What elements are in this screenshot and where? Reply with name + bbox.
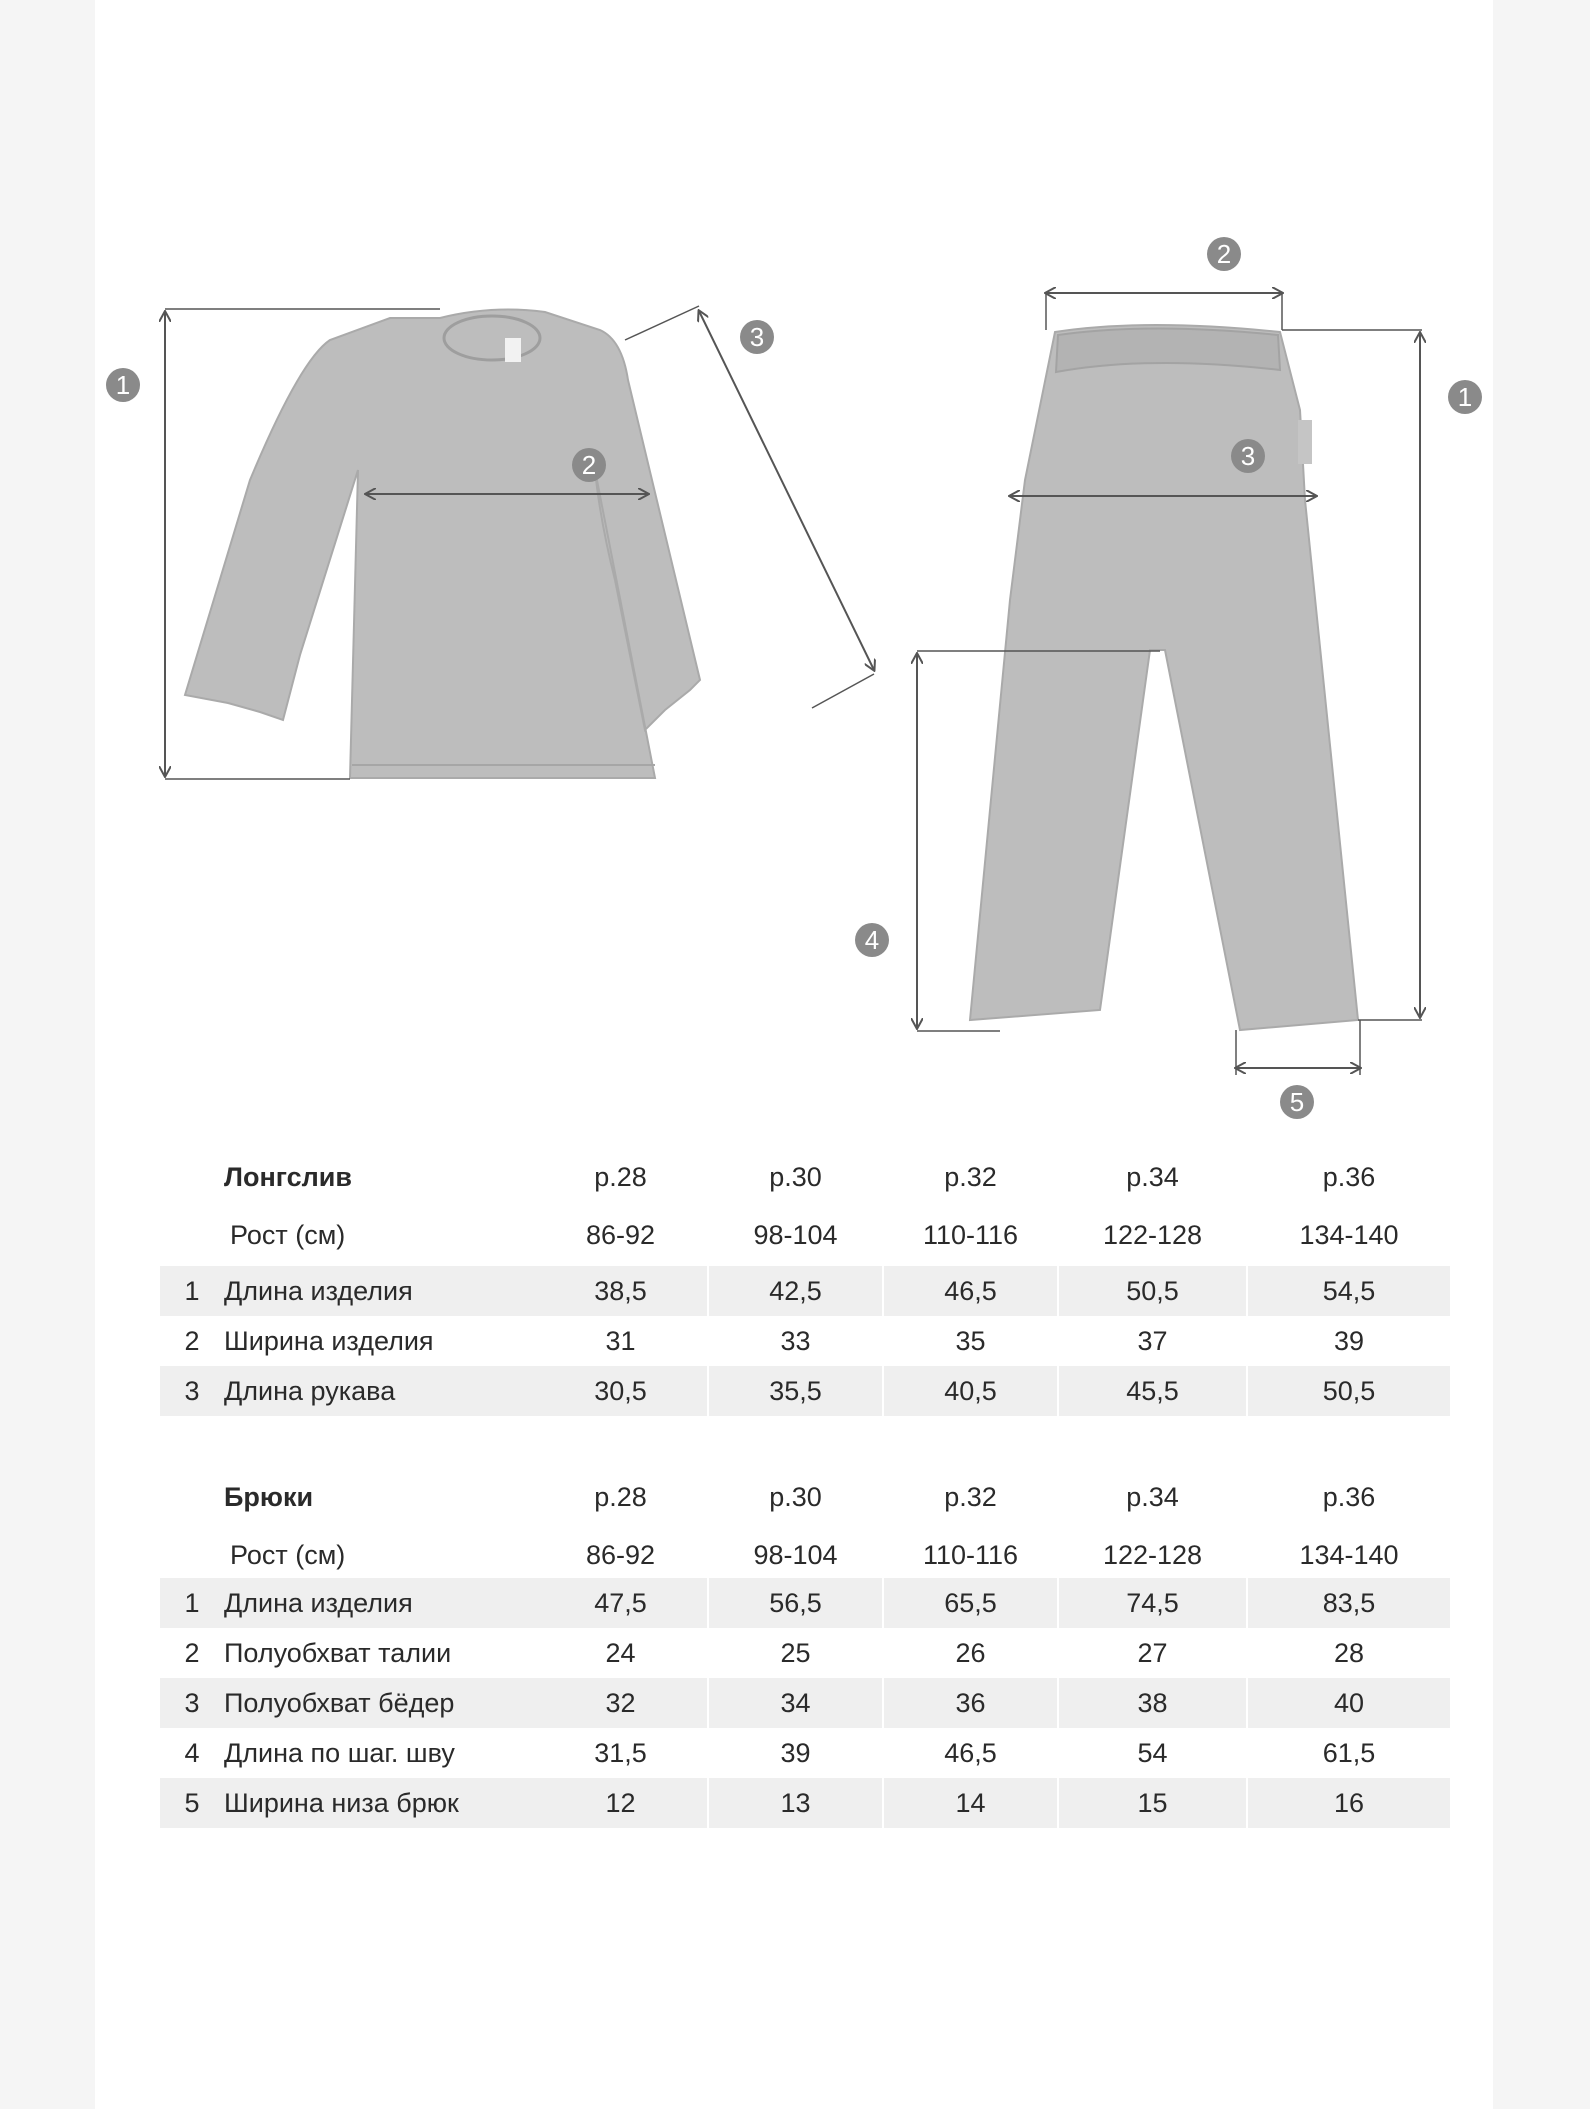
badge-label: 3 (1240, 441, 1256, 471)
row-value: 13 (709, 1778, 882, 1828)
row-value: 46,5 (944, 1738, 997, 1768)
row-value: 61,5 (1322, 1738, 1376, 1768)
row-label: Ширина изделия (224, 1326, 434, 1356)
size-header: р.32 (944, 1482, 997, 1512)
row-label: Длина по шаг. шву (224, 1738, 455, 1768)
height-label: Рост (см) (230, 1540, 346, 1570)
row-value: 38 (1059, 1678, 1246, 1728)
row-value: 40 (1248, 1678, 1450, 1728)
table-row (160, 1778, 1450, 1828)
row-value: 45,5 (1059, 1366, 1246, 1416)
row-value: 47,5 (534, 1578, 707, 1628)
height-row (160, 1530, 1450, 1580)
row-number: 4 (184, 1738, 200, 1768)
badge-pants-inseam (855, 923, 889, 957)
row-number: 3 (160, 1678, 224, 1728)
badge-label: 1 (1457, 382, 1473, 412)
height-label: Рост (см) (230, 1220, 346, 1250)
table-row (160, 1628, 1450, 1678)
table-row (160, 1678, 1450, 1728)
row-value: 33 (780, 1326, 811, 1356)
row-label: Ширина низа брюк (224, 1778, 534, 1828)
height-value: 98-104 (753, 1220, 838, 1250)
row-value: 14 (884, 1778, 1057, 1828)
row-value: 50,5 (1248, 1366, 1450, 1416)
badge-pants-waist (1207, 237, 1241, 271)
size-header: р.36 (1322, 1482, 1376, 1512)
longsleeve-sleeve-bottom-guide (812, 674, 874, 708)
height-value: 122-128 (1102, 1220, 1203, 1250)
height-value: 86-92 (585, 1540, 656, 1570)
longsleeve-illustration (185, 310, 700, 778)
badge-pants-hem (1280, 1085, 1314, 1119)
row-value: 83,5 (1248, 1578, 1450, 1628)
height-value: 134-140 (1299, 1220, 1399, 1250)
size-header: р.30 (769, 1162, 822, 1192)
size-header: р.34 (1126, 1482, 1179, 1512)
badge-label: 3 (749, 322, 765, 352)
height-value: 134-140 (1299, 1540, 1399, 1570)
row-value: 35 (955, 1326, 986, 1356)
size-header: р.28 (594, 1162, 647, 1192)
badge-label: 2 (1216, 239, 1232, 269)
row-value: 36 (884, 1678, 1057, 1728)
table-header-row (160, 1472, 1450, 1522)
row-value: 34 (709, 1678, 882, 1728)
table-row (160, 1266, 1450, 1316)
badge-label: 4 (864, 925, 880, 955)
height-value: 110-116 (922, 1220, 1019, 1250)
row-value: 39 (1333, 1326, 1365, 1356)
badge-label: 2 (581, 450, 597, 480)
row-number: 3 (160, 1366, 224, 1416)
row-value: 37 (1137, 1326, 1168, 1356)
row-label: Длина изделия (224, 1266, 534, 1316)
size-header: р.36 (1322, 1162, 1376, 1192)
row-number: 1 (160, 1578, 224, 1628)
badge-label: 5 (1289, 1087, 1305, 1117)
row-label: Полуобхват талии (224, 1638, 452, 1668)
pants-tag (1298, 420, 1312, 464)
row-value: 26 (955, 1638, 986, 1668)
badge-longsleeve-sleeve (740, 320, 774, 354)
row-label: Полуобхват бёдер (224, 1678, 534, 1728)
height-value: 98-104 (753, 1540, 838, 1570)
row-value: 25 (780, 1638, 811, 1668)
badge-pants-length (1448, 380, 1482, 414)
row-value: 35,5 (709, 1366, 882, 1416)
height-value: 110-116 (922, 1540, 1019, 1570)
table-row (160, 1316, 1450, 1366)
table-header-row (160, 1152, 1450, 1202)
row-value: 15 (1059, 1778, 1246, 1828)
row-number: 5 (160, 1778, 224, 1828)
row-value: 50,5 (1059, 1266, 1246, 1316)
row-value: 56,5 (709, 1578, 882, 1628)
height-row (160, 1210, 1450, 1260)
row-value: 42,5 (709, 1266, 882, 1316)
size-header: р.34 (1126, 1162, 1179, 1192)
row-value: 27 (1137, 1638, 1168, 1668)
row-value: 54,5 (1248, 1266, 1450, 1316)
row-label: Длина изделия (224, 1578, 534, 1628)
row-value: 40,5 (884, 1366, 1057, 1416)
row-value: 24 (605, 1638, 636, 1668)
longsleeve-sleeve-line (699, 311, 874, 670)
longsleeve-shape (185, 310, 700, 778)
row-value: 30,5 (534, 1366, 707, 1416)
badge-pants-hip (1231, 439, 1265, 473)
size-header: р.30 (769, 1482, 822, 1512)
row-value: 31,5 (594, 1738, 647, 1768)
table-title: Брюки (224, 1482, 314, 1512)
table-row (160, 1728, 1450, 1778)
row-value: 74,5 (1059, 1578, 1246, 1628)
row-number: 2 (184, 1638, 200, 1668)
row-value: 38,5 (534, 1266, 707, 1316)
pants-illustration (970, 325, 1358, 1030)
row-value: 54 (1137, 1738, 1168, 1768)
badge-longsleeve-length (106, 368, 140, 402)
longsleeve-sleeve-top-guide (625, 306, 699, 340)
row-value: 12 (534, 1778, 707, 1828)
table-row (160, 1578, 1450, 1628)
row-value: 31 (605, 1326, 636, 1356)
row-value: 65,5 (884, 1578, 1057, 1628)
row-value: 39 (780, 1738, 811, 1768)
badge-label: 1 (115, 370, 131, 400)
row-number: 1 (160, 1266, 224, 1316)
row-value: 32 (534, 1678, 707, 1728)
row-value: 28 (1333, 1638, 1365, 1668)
size-header: р.28 (594, 1482, 647, 1512)
row-number: 2 (184, 1326, 200, 1356)
table-row (160, 1366, 1450, 1416)
height-value: 86-92 (585, 1220, 656, 1250)
row-label: Длина рукава (224, 1366, 534, 1416)
row-value: 16 (1248, 1778, 1450, 1828)
height-value: 122-128 (1102, 1540, 1203, 1570)
row-value: 46,5 (884, 1266, 1057, 1316)
table-title: Лонгслив (224, 1162, 352, 1192)
size-header: р.32 (944, 1162, 997, 1192)
badge-longsleeve-width (572, 448, 606, 482)
longsleeve-tag (505, 338, 521, 362)
